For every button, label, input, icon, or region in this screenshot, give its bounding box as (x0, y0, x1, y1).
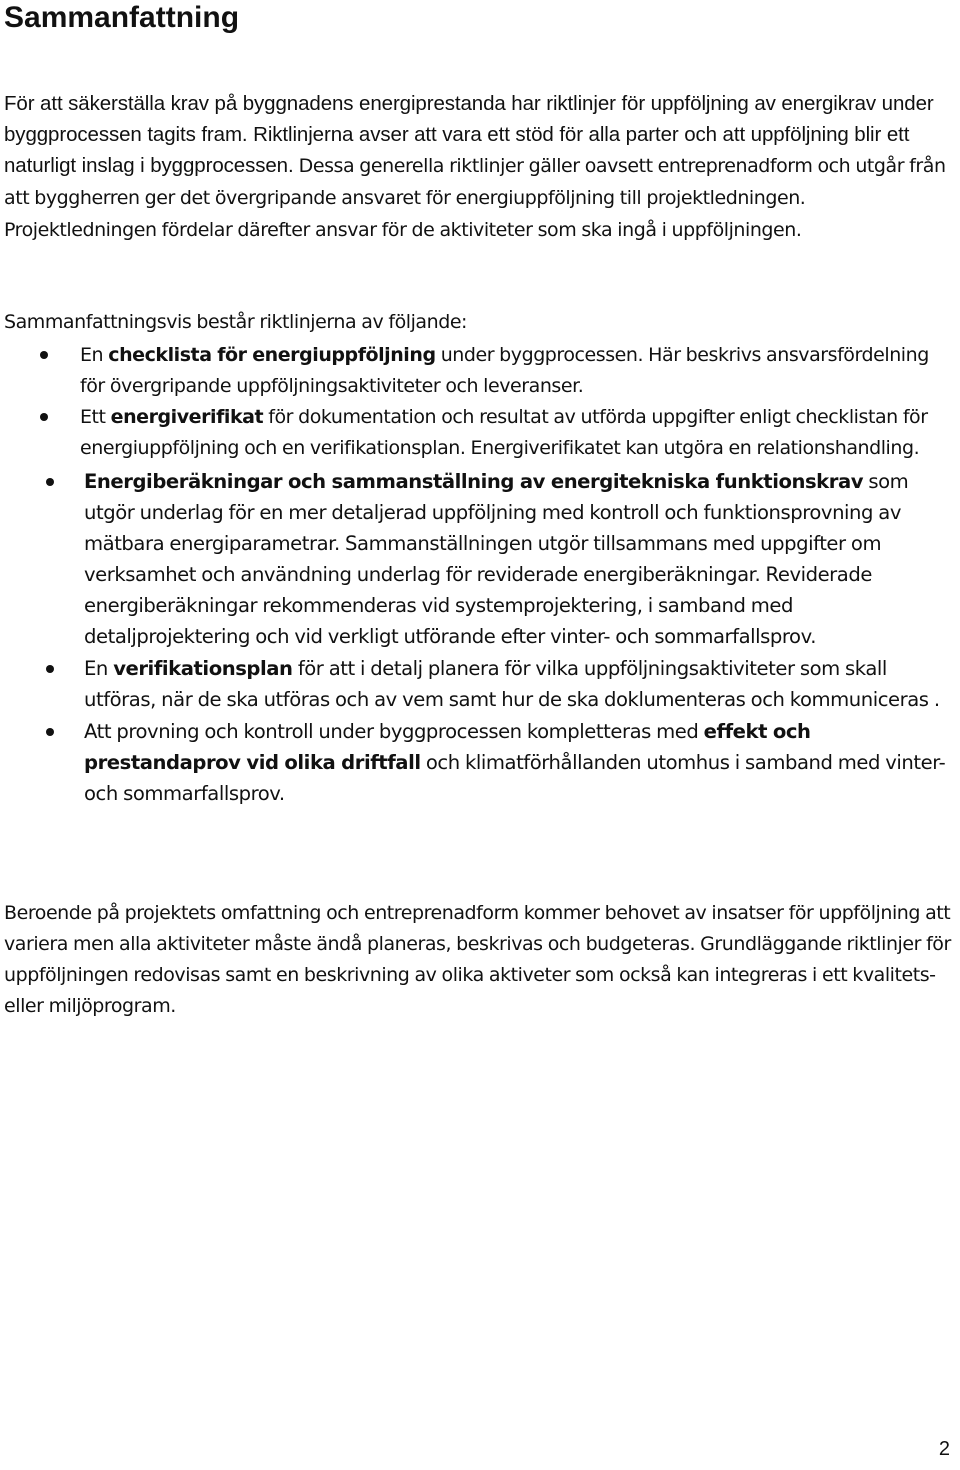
bullet-text-pre: Ett (80, 406, 111, 428)
summary-bullet-list (0, 340, 960, 809)
bullet-text-pre: En (84, 657, 114, 680)
page-number: 2 (938, 1438, 950, 1460)
bullet-dot-icon (46, 478, 54, 486)
bullet-text-pre: Att provning och kontroll under byggprocessen kompletteras med (84, 720, 704, 743)
bullet-text-post: och klimatförhållanden utomhus i samband med vinter- och sommarfallsprov. (84, 751, 946, 805)
bullet-item-energiberakningar (0, 466, 956, 652)
bullet-item-energiverifikat (0, 402, 950, 464)
bullet-text-pre: En (80, 344, 109, 366)
bullet-dot-icon (46, 728, 54, 736)
intro-part1: För att säkerställa krav på byggnadens energiprestanda har riktlinjer för uppföljning av energikrav under byggprocessen tagits fram. Riktlinjerna avser att vara ett stöd för alla parter och att uppföljning blir ett naturligt inslag i byggprocessen. (4, 92, 934, 177)
bullet-text-bold: effekt och prestandaprov vid olika driftfall (84, 720, 811, 774)
intro-paragraph (4, 88, 956, 246)
lead-paragraph: Sammanfattningsvis består riktlinjerna av följande: (4, 311, 468, 333)
intro-part2: Dessa generella riktlinjer gäller oavsett entreprenadform och utgår från att byggherren ger det övergripande ansvaret för energiuppföljning till projektledningen. Projektledningen fördelar därefter ansvar för de aktiviteter som ska ingå i uppföljningen. (4, 155, 946, 241)
bullet-item-checklista (0, 340, 950, 402)
bullet-dot-icon (46, 665, 54, 673)
bullet-text-bold: checklista för energiuppföljning (108, 344, 436, 366)
bullet-text-bold: verifikationsplan (113, 657, 293, 680)
bullet-item-provning (0, 716, 956, 809)
page-title: Sammanfattning (4, 1, 240, 34)
closing-paragraph: Beroende på projektets omfattning och entreprenadform kommer behovet av insatser för uppföljning att variera men alla aktiviteter måste ändå planeras, beskrivas och budgeteras. Grundläggande riktlinjer för uppföljningen redovisas samt en beskrivning av olika aktiveter som också kan integreras i ett kvalitets- eller miljöprogram. (4, 902, 951, 1017)
bullet-text-post: för dokumentation och resultat av utförda uppgifter enligt checklistan för energiuppföljning och en verifikationsplan. Energiverifikatet kan utgöra en relationshandling. (80, 406, 928, 459)
bullet-dot-icon (40, 351, 48, 359)
bullet-text-bold: energiverifikat (110, 406, 264, 428)
bullet-item-verifikationsplan (0, 653, 956, 715)
bullet-dot-icon (40, 413, 48, 421)
bullet-text-post: under byggprocessen. Här beskrivs ansvarsfördelning för övergripande uppföljningsaktiviteter och leveranser. (80, 344, 929, 397)
bullet-text-post: som utgör underlag för en mer detaljerad uppföljning med kontroll och funktionsprovning av mätbara energiparametrar. Sammanställningen utgör tillsammans med uppgifter om verksamhet och användning underlag för reviderade energiberäkningar. Reviderade energiberäkningar rekommenderas vid systemprojektering, i samband med detaljprojektering och vid verkligt utförande efter vinter- och sommarfallsprov. (84, 470, 909, 648)
bullet-text-post: för att i detalj planera för vilka uppföljningsaktiviteter som skall utföras, när de ska utföras och av vem samt hur de ska doklumenteras och kommuniceras . (84, 657, 940, 711)
bullet-text-bold: Energiberäkningar och sammanställning av energitekniska funktionskrav (84, 470, 864, 493)
